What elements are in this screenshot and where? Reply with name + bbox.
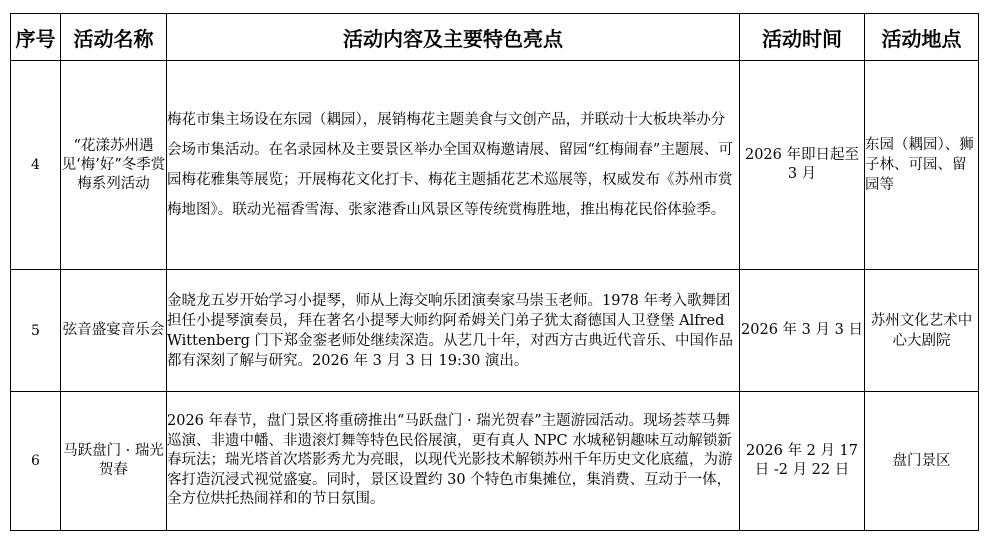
event-content: 金晓龙五岁开始学习小提琴，师从上海交响乐团演奏家马崇玉老师。1978 年考入歌舞团担任小提琴演奏员，拜在著名小提琴大师约阿希姆关门弟子犹太裔德国人卫登堡 Alfred Wittenberg 门下郑金銮老师处继续深造。从艺几十年，对西方古典近代音乐、中国作品都有深刻了解与研究。2026 年 3 月 3 日 19:30 演出。 bbox=[167, 270, 740, 392]
event-name: “花漾苏州遇见‘梅’好”冬季赏梅系列活动 bbox=[61, 61, 167, 270]
event-content: 梅花市集主场设在东园（耦园），展销梅花主题美食与文创产品，并联动十大板块举办分会场市集活动。在名录园林及主要景区举办全国双梅邀请展、留园“红梅闹春”主题展、可园梅花雅集等展览；开展梅花文化打卡、梅花主题插花艺术巡展等，权威发布《苏州市赏梅地图》。联动光福香雪海、张家港香山风景区等传统赏梅胜地，推出梅花民俗体验季。 bbox=[167, 61, 740, 270]
row-index: 4 bbox=[11, 61, 61, 270]
row-index: 5 bbox=[11, 270, 61, 392]
document-page bbox=[10, 13, 979, 531]
header-index: 序号 bbox=[11, 14, 61, 61]
header-content: 活动内容及主要特色亮点 bbox=[167, 14, 740, 61]
table-header-row bbox=[11, 14, 979, 61]
row-index: 6 bbox=[11, 392, 61, 531]
event-content: 2026 年春节，盘门景区将重磅推出“马跃盘门 · 瑞光贺春”主题游园活动。现场荟萃马舞巡演、非遗中幡、非遗滚灯舞等特色民俗展演，更有真人 NPC 水城秘钥趣味互动解锁新春玩法；瑞光塔首次塔影秀尤为亮眼，以现代光影技术解锁苏州千年历史文化底蕴，为游客打造沉浸式视觉盛宴。同时，景区设置约 30 个特色市集摊位，集消费、互动于一体，全方位烘托热闹祥和的节日氛围。 bbox=[167, 392, 740, 531]
header-place: 活动地点 bbox=[865, 14, 979, 61]
table-row bbox=[11, 61, 979, 270]
event-time: 2026 年即日起至 3 月 bbox=[740, 61, 865, 270]
event-time: 2026 年 3 月 3 日 bbox=[740, 270, 865, 392]
table-row bbox=[11, 392, 979, 531]
event-name: 马跃盘门 · 瑞光贺春 bbox=[61, 392, 167, 531]
event-name: 弦音盛宴音乐会 bbox=[61, 270, 167, 392]
header-time: 活动时间 bbox=[740, 14, 865, 61]
events-table bbox=[10, 13, 979, 531]
event-place: 盘门景区 bbox=[865, 392, 979, 531]
event-time: 2026 年 2 月 17 日 -2 月 22 日 bbox=[740, 392, 865, 531]
event-place: 苏州文化艺术中心大剧院 bbox=[865, 270, 979, 392]
header-name: 活动名称 bbox=[61, 14, 167, 61]
table-row bbox=[11, 270, 979, 392]
event-place: 东园（耦园）、狮子林、可园、留园等 bbox=[865, 61, 979, 270]
